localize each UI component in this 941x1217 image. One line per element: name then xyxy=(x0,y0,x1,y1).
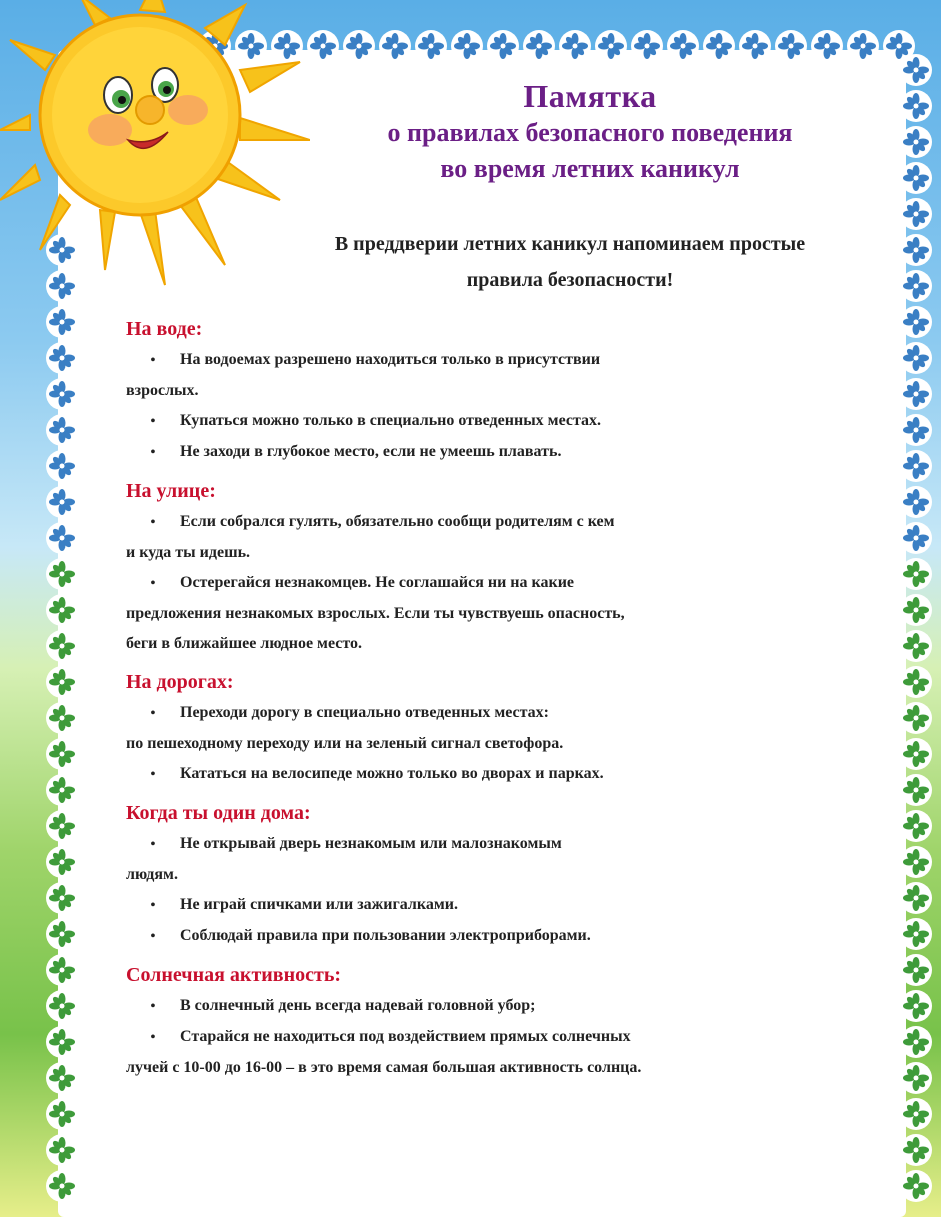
section-heading: Солнечная активность: xyxy=(126,964,342,986)
flower-icon xyxy=(46,774,78,806)
bullet: • xyxy=(150,898,156,913)
flower-icon xyxy=(900,594,932,626)
flower-icon xyxy=(900,774,932,806)
bullet: • xyxy=(150,576,156,591)
item-text: по пешеходному переходу или на зеленый сигнал светофора. xyxy=(126,735,564,752)
item-text: Соблюдай правила при пользовании электроприборами. xyxy=(180,927,591,944)
item-text: Переходи дорогу в специально отведенных местах: xyxy=(180,704,550,721)
list-item xyxy=(126,890,886,921)
item-text: беги в ближайшее людное место. xyxy=(126,635,362,652)
flower-icon xyxy=(307,30,339,62)
rules-content xyxy=(126,318,886,1095)
bullet: • xyxy=(150,515,156,530)
intro-line2: правила безопасности! xyxy=(466,269,674,291)
flower-icon xyxy=(595,30,627,62)
flower-icon xyxy=(900,90,932,122)
flower-icon xyxy=(900,486,932,518)
bullet: • xyxy=(150,999,156,1014)
flower-icon xyxy=(900,270,932,302)
flower-icon xyxy=(900,990,932,1022)
flower-icon xyxy=(46,558,78,590)
flower-icon xyxy=(900,918,932,950)
flower-icon xyxy=(900,558,932,590)
item-text: и куда ты идешь. xyxy=(126,544,251,561)
flower-icon xyxy=(900,846,932,878)
flower-icon xyxy=(900,738,932,770)
flower-icon xyxy=(343,30,375,62)
flower-icon xyxy=(900,162,932,194)
flower-icon xyxy=(46,990,78,1022)
section-roads xyxy=(126,671,886,790)
section-sun-activity xyxy=(126,964,886,1083)
flower-icon xyxy=(46,954,78,986)
flower-icon xyxy=(847,30,879,62)
section-street xyxy=(126,480,886,659)
flower-icon xyxy=(900,126,932,158)
flower-icon xyxy=(487,30,519,62)
list-item xyxy=(126,1022,886,1083)
flower-icon xyxy=(739,30,771,62)
section-heading: Когда ты один дома: xyxy=(126,802,311,824)
flower-icon xyxy=(900,882,932,914)
section-heading: На воде: xyxy=(126,318,203,340)
flower-icon xyxy=(900,198,932,230)
item-text: лучей с 10-00 до 16-00 – в это время самая большая активность солнца. xyxy=(126,1059,642,1076)
bullet: • xyxy=(150,353,156,368)
flower-icon xyxy=(900,1026,932,1058)
flower-icon xyxy=(559,30,591,62)
flower-icon xyxy=(900,1170,932,1202)
memo-title-block xyxy=(300,78,880,187)
flower-icon xyxy=(46,594,78,626)
item-text: В солнечный день всегда надевай головной убор; xyxy=(180,997,536,1014)
flower-icon xyxy=(811,30,843,62)
flower-icon xyxy=(523,30,555,62)
list-item xyxy=(126,698,886,759)
flower-icon xyxy=(631,30,663,62)
item-text: предложения незнакомых взрослых. Если ты чувствуешь опасность, xyxy=(126,605,625,622)
flower-icon xyxy=(46,738,78,770)
flower-icon xyxy=(900,306,932,338)
flower-icon xyxy=(900,1062,932,1094)
flower-icon xyxy=(46,1134,78,1166)
section-water xyxy=(126,318,886,468)
item-text: людям. xyxy=(126,866,178,883)
flower-icon xyxy=(900,810,932,842)
flower-icon xyxy=(775,30,807,62)
flower-icon xyxy=(900,522,932,554)
list-item xyxy=(126,507,886,568)
flower-icon xyxy=(900,954,932,986)
item-text: Не играй спичками или зажигалками. xyxy=(180,896,458,913)
flower-icon xyxy=(900,1134,932,1166)
bullet: • xyxy=(150,1030,156,1045)
flower-icon xyxy=(46,666,78,698)
flower-icon xyxy=(46,810,78,842)
flower-icon xyxy=(703,30,735,62)
item-text: Остерегайся незнакомцев. Не соглашайся ни на какие xyxy=(180,574,575,591)
flower-icon xyxy=(46,342,78,374)
bullet: • xyxy=(150,414,156,429)
bullet: • xyxy=(150,445,156,460)
list-item xyxy=(126,437,886,468)
bullet: • xyxy=(150,706,156,721)
list-item xyxy=(126,568,886,659)
page-title: Памятка xyxy=(523,78,657,114)
flower-icon xyxy=(900,378,932,410)
flower-icon xyxy=(451,30,483,62)
flower-icon xyxy=(46,630,78,662)
flower-icon xyxy=(46,918,78,950)
list-item xyxy=(126,921,886,952)
flower-icon xyxy=(46,486,78,518)
flower-icon xyxy=(900,1098,932,1130)
item-text: Купаться можно только в специально отведенных местах. xyxy=(180,412,602,429)
intro-line1: В преддверии летних каникул напоминаем простые xyxy=(334,233,806,255)
item-text: взрослых. xyxy=(126,382,199,399)
flower-icon xyxy=(900,414,932,446)
flower-icon xyxy=(900,666,932,698)
flower-icon xyxy=(46,450,78,482)
flower-icon xyxy=(46,882,78,914)
subtitle-line2: во время летних каникул xyxy=(440,154,740,183)
section-heading: На дорогах: xyxy=(126,671,234,693)
flower-icon xyxy=(415,30,447,62)
subtitle-line1: о правилах безопасного поведения xyxy=(387,118,793,147)
flower-icon xyxy=(379,30,411,62)
intro-text xyxy=(250,226,890,298)
list-item xyxy=(126,829,886,890)
flower-icon xyxy=(46,1098,78,1130)
item-text: Не заходи в глубокое место, если не умеешь плавать. xyxy=(180,443,562,460)
flower-icon xyxy=(900,234,932,266)
flower-icon xyxy=(900,702,932,734)
list-item xyxy=(126,991,886,1022)
list-item xyxy=(126,406,886,437)
flower-icon xyxy=(667,30,699,62)
flower-icon xyxy=(46,306,78,338)
bullet: • xyxy=(150,767,156,782)
bullet: • xyxy=(150,929,156,944)
flower-icon xyxy=(46,1170,78,1202)
flower-icon xyxy=(46,1062,78,1094)
flower-icon xyxy=(46,414,78,446)
flower-icon xyxy=(46,846,78,878)
item-text: На водоемах разрешено находиться только в присутствии xyxy=(180,351,601,368)
section-home-alone xyxy=(126,802,886,952)
item-text: Старайся не находиться под воздействием прямых солнечных xyxy=(180,1028,631,1045)
list-item xyxy=(126,759,886,790)
flower-icon xyxy=(46,378,78,410)
item-text: Если собрался гулять, обязательно сообщи родителям с кем xyxy=(180,513,615,530)
list-item xyxy=(126,345,886,406)
bullet: • xyxy=(150,837,156,852)
flower-icon xyxy=(900,342,932,374)
flower-icon xyxy=(900,450,932,482)
flower-icon xyxy=(46,1026,78,1058)
section-heading: На улице: xyxy=(126,480,216,502)
flower-icon xyxy=(900,54,932,86)
flower-icon xyxy=(46,702,78,734)
item-text: Кататься на велосипеде можно только во дворах и парках. xyxy=(180,765,604,782)
item-text: Не открывай дверь незнакомым или малознакомым xyxy=(180,835,562,852)
flower-icon xyxy=(900,630,932,662)
flower-icon xyxy=(46,522,78,554)
